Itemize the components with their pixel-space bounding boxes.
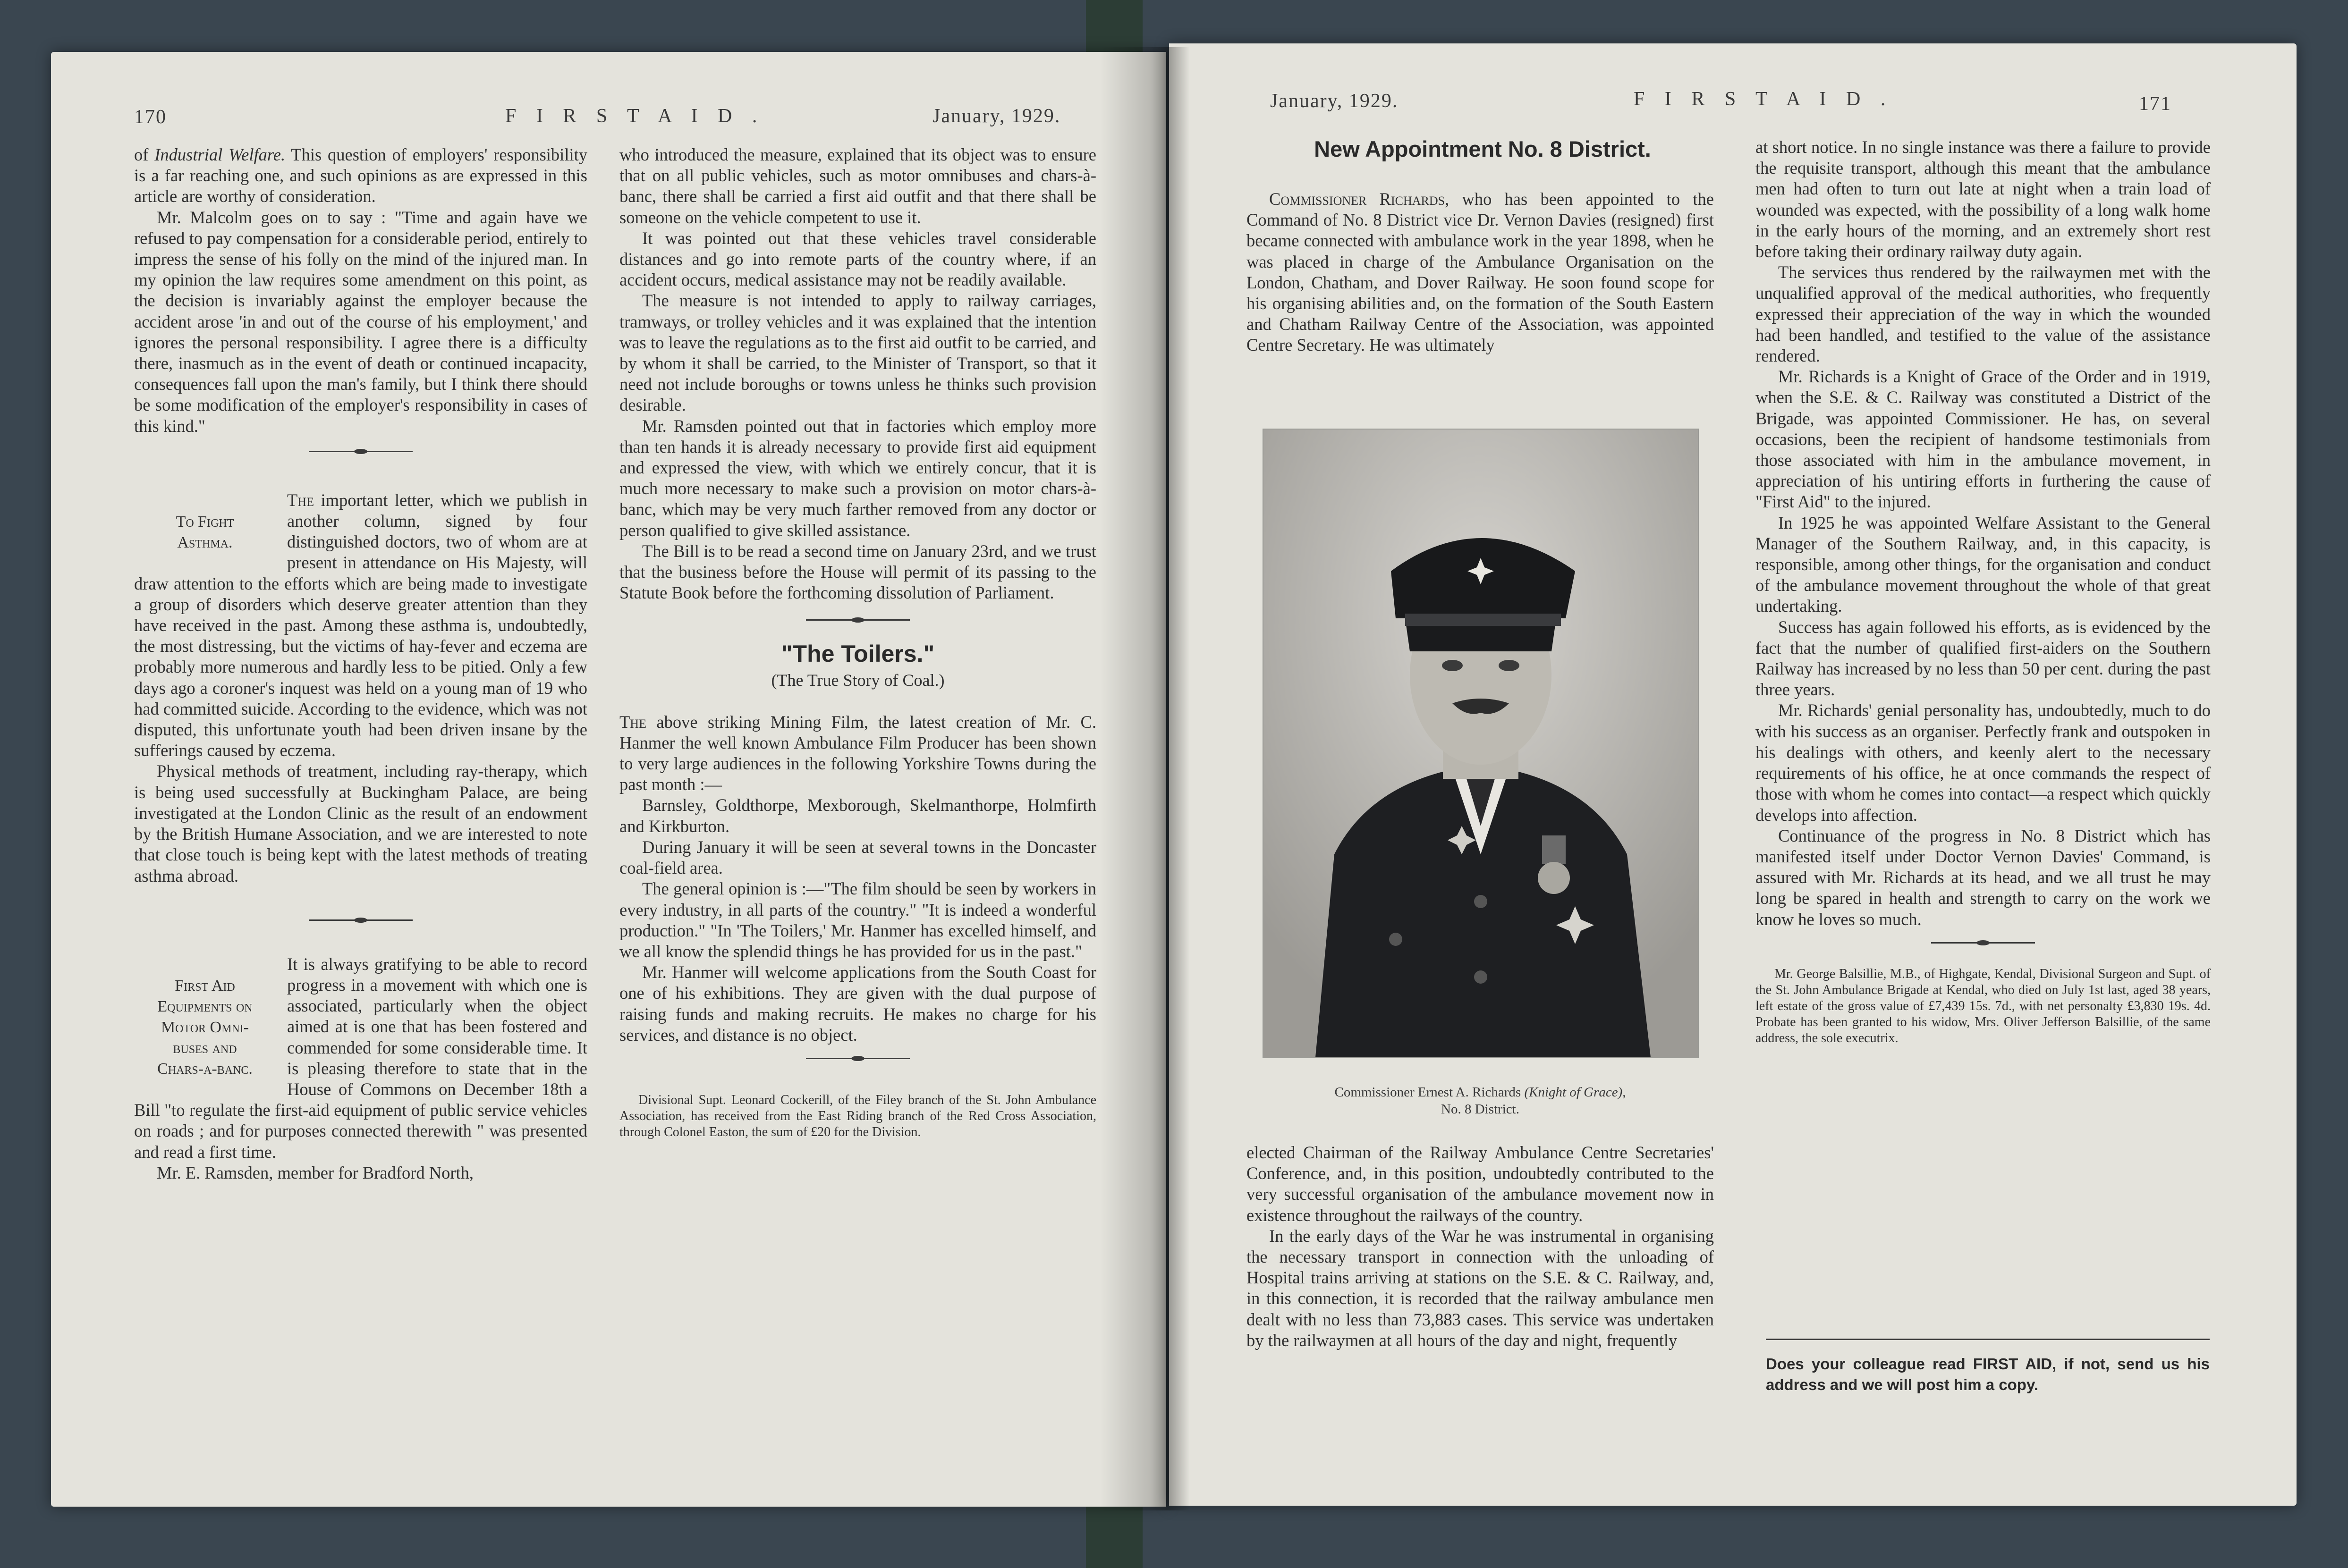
toilers-paragraph-1: The above striking Mining Film, the latest creation of Mr. C. Hanmer the well known Ambulance Film Producer has been shown to very large audiences in the following Yorkshire Towns during the past month :— — [619, 712, 1096, 794]
left-col2-paragraph-1: who introduced the measure, explained that its object was to ensure that on all public vehicles, such as motor omnibuses and chars-à-banc, there shall be carried a first aid outfit and that there shall be someone on the vehicle competent to use it. — [619, 145, 1096, 227]
section-divider — [309, 919, 413, 921]
equipment-section — [134, 954, 587, 1163]
commissioner-portrait-photo — [1263, 429, 1699, 1058]
toilers-paragraph-4: The general opinion is :—"The film should be seen by workers in every industry, in all parts of the country." "It is indeed a wonderful production." "In 'The Toilers,' Mr. Hanmer has excelled himself, and we all know the splendid things he has provided for us in the past." — [619, 879, 1096, 961]
right-col1-paragraph-2: elected Chairman of the Railway Ambulance Centre Secretaries' Conference, and, in this position, undoubtedly contributed to the very successful organisation of the ambulance movement now in existence throughout the railways of the country. — [1246, 1143, 1714, 1225]
subscription-promo: Does your colleague read FIRST AID, if not, send us his address and we will post him a copy. — [1766, 1355, 2210, 1393]
caption-line-2: No. 8 District. — [1441, 1102, 1519, 1117]
left-col2-paragraph-3: The measure is not intended to apply to railway carriages, tramways, or trolley vehicles and it was explained that the intention was to leave the regulations as to the first aid outfit to be carried, and by whom it shall be carried, to the Minister of Transport, so that it need not include boroughs or towns unless he thinks such provision desirable. — [619, 291, 1096, 415]
right-column-2 — [1755, 137, 2211, 1046]
right-col2-paragraph-7: Continuance of the progress in No. 8 District which has manifested itself under Doctor Vernon Davies' Command, is assured with Mr. Richards at its head, and we all trust he may long be spared in health and strength to carry on the work we know he loves so much. — [1755, 826, 2211, 929]
right-col2-paragraph-2: The services thus rendered by the railwaymen met with the unqualified approval of the medical authorities, who frequently expressed their appreciation of the way in which the wounded had been handled, and testified to the value of the assistance rendered. — [1755, 262, 2211, 366]
asthma-side-heading: To Fight Asthma. — [176, 513, 234, 551]
left-col1-paragraph-2: Mr. Malcolm goes on to say : "Time and again have we refused to pay compensation for a considerable period, entirely to impress the sense of his folly on the mind of the injured man. In my opinion the law requires some amendment on this point, as the decision is invariably against the employer because the accident arose 'in and out of the course of his employment,' and ignores the personal responsibility. I agree there is a difficulty there, inasmuch as in the event of death or continued incapacity, consequences fall upon the man's family, but I think there should be some modification of the employer's responsibility in cases of this kind." — [134, 207, 587, 436]
right-running-date: January, 1929. — [1270, 90, 1399, 112]
left-running-title: F I R S T A I D . — [505, 105, 765, 127]
left-page-number: 170 — [134, 106, 167, 128]
right-col2-paragraph-5: Success has again followed his efforts, as is evidenced by the fact that the number of qualified first-aiders on the Southern Railway has increased by no less than 50 per cent. during the past three years. — [1755, 617, 2211, 700]
right-col2-paragraph-1: at short notice. In no single instance was there a failure to provide the requisite transport, although this meant that the ambulance men had often to turn out late at night when a train load of wounded was expected, with the possibility of a long walk home in the early hours of the morning, and an extremely short rest before taking their ordinary railway duty again. — [1755, 137, 2211, 261]
toilers-paragraph-3: During January it will be seen at several towns in the Doncaster coal-field area. — [619, 837, 1096, 878]
left-column-1 — [134, 144, 587, 1183]
right-page-number: 171 — [2139, 93, 2171, 115]
right-col2-paragraph-3: Mr. Richards is a Knight of Grace of the Order and in 1919, when the S.E. & C. Railway was constituted a District of the Brigade, was appointed Commissioner. He has, on several occasions, been the recipient of handsome testimonials from those associated with him in the ambulance movement, in appreciation of his untiring efforts in furthering the cause of "First Aid" to the injured. — [1755, 367, 2211, 512]
left-col2-paragraph-4: Mr. Ramsden pointed out that in factories which employ more than ten hands it is already necessary to provide first aid equipment and expressed the view, with which we entirely concur, that it is much more necessary to make such a provision on motor chars-à-banc, which may be very much farther removed from any doctor or person qualified to give skilled assistance. — [619, 416, 1096, 540]
left-col1-paragraph-1: of Industrial Welfare. This question of employers' responsibility is a far reaching one, and such opinions as are expressed in this article are worthy of consideration. — [134, 145, 588, 206]
left-column-2 — [619, 144, 1096, 1140]
toilers-paragraph-5: Mr. Hanmer will welcome applications from the South Coast for one of his exhibitions. They are given with the dual purpose of raising funds and making recruits. He makes no charge for his services, and distance is no object. — [619, 962, 1096, 1045]
right-col1-paragraph-1: Commissioner Richards, who has been appointed to the Command of No. 8 District vice Dr. Vernon Davies (resigned) first became connected with ambulance work in the year 1898, when he was placed in charge of the Ambulance Organisation on the London, Chatham, and Dover Railway. He soon found scope for his organising abilities and, on the formation of the South Eastern and Chatham Railway Centre of the Association, was appointed Centre Secretary. He was ultimately — [1246, 189, 1714, 355]
section-divider — [806, 1058, 910, 1059]
asthma-section — [134, 490, 587, 761]
portrait-illustration — [1263, 430, 1698, 1057]
right-col2-paragraph-4: In 1925 he was appointed Welfare Assistant to the General Manager of the Southern Railway, and, in this capacity, is responsible, among other things, for the organisation and conduct of the ambulance movement throughout the whole of that great undertaking. — [1755, 513, 2211, 616]
toilers-title: "The Toilers." — [781, 641, 935, 667]
section-divider — [309, 451, 413, 452]
equipment-side-heading: First Aid Equipments on Motor Omni- buses and Chars-a-banc. — [157, 977, 253, 1078]
cockerill-note: Divisional Supt. Leonard Cockerill, of the Filey branch of the St. John Ambulance Association, has received from the East Riding branch of the Red Cross Association, through Colonel Easton, the sum of £20 for the Division. — [619, 1092, 1096, 1139]
caption-line-1: Commissioner Ernest A. Richards (Knight of Grace), — [1334, 1085, 1626, 1100]
toilers-subtitle: (The True Story of Coal.) — [771, 671, 945, 690]
equipment-paragraph: It is always gratifying to be able to record progress in a movement with which one is associated, particularly when the object aimed at is one that has been fostered and commended for some considerable time. It is pleasing therefore to state that in the House of Commons on December 18th a Bill "to regulate the first-aid equipment of public service vehicles on roads ; and for purposes connected therewith " was presented and read a first time. — [134, 954, 587, 1162]
left-col1-paragraph-6: Mr. E. Ramsden, member for Bradford North, — [157, 1163, 474, 1182]
section-divider — [1931, 942, 2035, 944]
left-col1-paragraph-4: Physical methods of treatment, including ray-therapy, which is being used successfully at Buckingham Palace, are being investigated at the London Clinic as the result of an endowment by the British Humane Association, and we are interested to note that close touch is being kept with the latest methods of treating asthma abroad. — [134, 761, 587, 885]
promo-rule — [1766, 1339, 2210, 1340]
portrait-caption — [1228, 1084, 1733, 1118]
balsillie-note: Mr. George Balsillie, M.B., of Highgate, Kendal, Divisional Surgeon and Supt. of the St. John Ambulance Brigade at Kendal, who died on July 1st last, aged 38 years, left estate of the gross value of £7,439 15s. 7d., with net personalty £3,830 19s. 4d. Probate has been granted to his widow, Mrs. Oliver Jefferson Balsillie, of the same address, the sole executrix. — [1755, 966, 2211, 1045]
right-running-title: F I R S T A I D . — [1634, 88, 1893, 110]
right-column-1-top — [1246, 189, 1714, 356]
right-col2-paragraph-6: Mr. Richards' genial personality has, undoubtedly, much to do with his success as an organiser. Perfectly frank and outspoken in his dealings with others, and keenly alert to the necessary requirements of his office, he at once commands the respect of those with whom he comes into contact—a respect which quickly develops into affection. — [1755, 700, 2211, 825]
right-column-1-bottom — [1246, 1142, 1714, 1351]
right-col1-paragraph-3: In the early days of the War he was instrumental in organising the necessary transport in connection with the unloading of Hospital trains arriving at stations on the S.E. & C. Railway, and, in this connection, it is recorded that the railway ambulance men dealt with no less than 73,883 cases. This service was undertaken by the railwaymen at all hours of the day and night, frequently — [1246, 1226, 1714, 1350]
left-col2-paragraph-2: It was pointed out that these vehicles travel considerable distances and go into remote parts of the country where, if an accident occurs, medical assistance may not be readily available. — [619, 228, 1096, 290]
section-divider — [806, 619, 910, 621]
left-running-date: January, 1929. — [932, 105, 1061, 127]
asthma-paragraph: The important letter, which we publish in another column, signed by four distinguished doctors, two of whom are at present in attendance on His Majesty, will draw attention to the efforts which are being made to investigate a group of disorders which deserve greater attention than they have received in the past. Among these asthma is, undoubtedly, the most distressing, but the victims of hay-fever and eczema are probably more numerous and hardly less to be pitied. Only a few days ago a coroner's inquest was held on a young man of 19 who had committed suicide. According to the evidence, which was not disputed, this unfortunate youth had been driven insane by the sufferings caused by eczema. — [134, 490, 587, 760]
article-title: New Appointment No. 8 District. — [1314, 136, 1651, 161]
left-col2-paragraph-5: The Bill is to be read a second time on January 23rd, and we trust that the business before the House will permit of its passing to the Statute Book before the forthcoming dissolution of Parliament. — [619, 541, 1096, 603]
toilers-paragraph-2: Barnsley, Goldthorpe, Mexborough, Skelmanthorpe, Holmfirth and Kirkburton. — [619, 795, 1096, 836]
